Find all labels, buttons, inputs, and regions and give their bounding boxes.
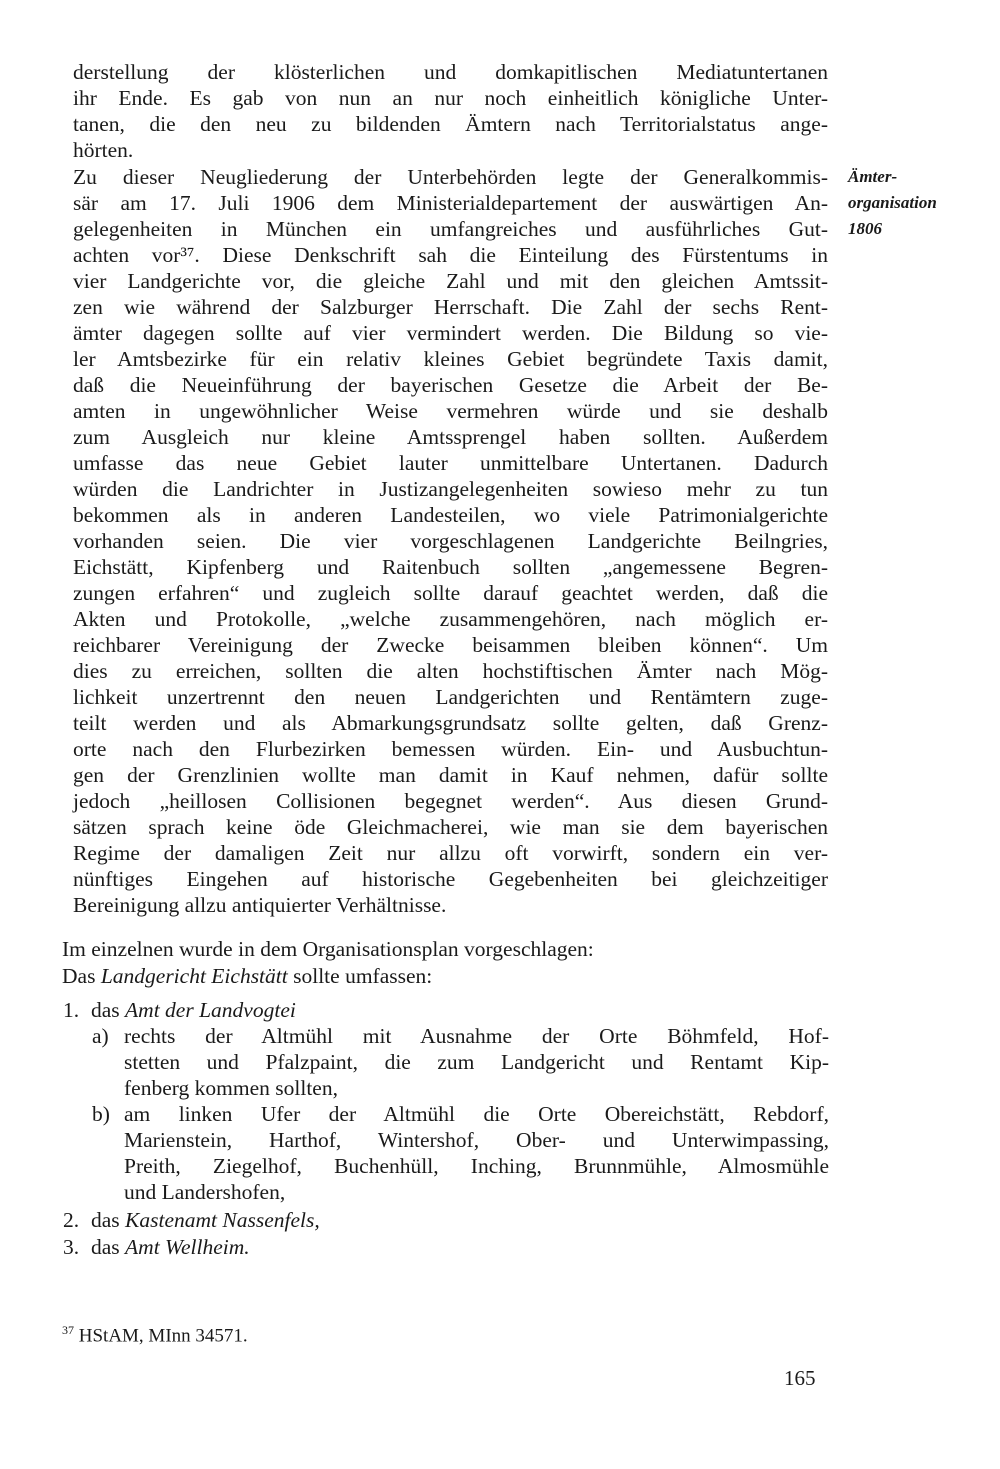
body-line: lichkeit unzertrennt den neuen Landgerichten und Rentämtern zuge- — [73, 685, 828, 709]
list-number: 1. — [63, 998, 80, 1022]
body-line: vorhanden seien. Die vier vorgeschlagenen Landgerichte Beilngries, — [73, 529, 828, 553]
list-emph: Kastenamt Nassenfels, — [125, 1208, 320, 1232]
body-line: orte nach den Flurbezirken bemessen würden. Ein- und Ausbuchtun- — [73, 737, 828, 761]
body-line: sätzen sprach keine öde Gleichmacherei, wie man sie dem bayerischen — [73, 815, 828, 839]
landgericht-name: Landgericht Eichstätt — [100, 964, 288, 988]
sub-label: a) — [92, 1024, 109, 1048]
intro-line: Im einzelnen wurde in dem Organisationsplan vorgeschlagen: — [62, 937, 594, 961]
sub-line: fenberg kommen sollten, — [124, 1076, 338, 1100]
list-emph: Amt Wellheim. — [125, 1235, 250, 1259]
body-line: zungen erfahren“ und zugleich sollte darauf geachtet werden, daß die — [73, 581, 828, 605]
body-line: reichbarer Vereinigung der Zwecke beisammen bleiben können“. Um — [73, 633, 828, 657]
sub-label: b) — [92, 1102, 110, 1126]
list-emph: Amt der Landvogtei — [125, 998, 296, 1022]
body-line: zum Ausgleich nur kleine Amtssprengel haben sollten. Außerdem — [73, 425, 828, 449]
body-line: Eichstätt, Kipfenberg und Raitenbuch sollten „angemessene Begren- — [73, 555, 828, 579]
list-prefix: das — [91, 1208, 126, 1232]
body-line: umfasse das neue Gebiet lauter unmittelbare Untertanen. Dadurch — [73, 451, 828, 475]
body-line: dies zu erreichen, sollten die alten hochstiftischen Ämter nach Mög- — [73, 659, 828, 683]
list-text — [91, 997, 296, 1023]
body-line: daß die Neueinführung der bayerischen Gesetze die Arbeit der Be- — [73, 373, 828, 397]
sub-line: rechts der Altmühl mit Ausnahme der Orte Böhmfeld, Hof- — [124, 1024, 829, 1048]
page-number: 165 — [784, 1366, 816, 1390]
list-text — [91, 1234, 250, 1260]
body-line: Regime der damaligen Zeit nur allzu oft vorwirft, sondern ein ver- — [73, 841, 828, 865]
body-line: ämter dagegen sollte auf vier vermindert werden. Die Bildung so vie- — [73, 321, 828, 345]
body-line: zen wie während der Salzburger Herrschaft. Die Zahl der sechs Rent- — [73, 295, 828, 319]
body-line: Zu dieser Neugliederung der Unterbehörden legte der Generalkommis- — [73, 165, 828, 189]
body-line: nünftiges Eingehen auf historische Gegebenheiten bei gleichzeitiger — [73, 867, 828, 891]
body-line: gen der Grenzlinien wollte man damit in Kauf nehmen, dafür sollte — [73, 763, 828, 787]
body-line: achten vor³⁷. Diese Denkschrift sah die Einteilung des Fürstentums in — [73, 243, 828, 267]
sub-line: Preith, Ziegelhof, Buchenhüll, Inching, Brunnmühle, Almosmühle — [124, 1154, 829, 1178]
body-line: Bereinigung allzu antiquierter Verhältnisse. — [73, 893, 447, 917]
margin-note-line: organisation — [848, 193, 937, 212]
footnote-text: HStAM, MInn 34571. — [78, 1325, 248, 1347]
margin-note-line: 1806 — [848, 219, 882, 238]
body-line: ihr Ende. Es gab von nun an nur noch einheitlich königliche Unter- — [73, 86, 828, 110]
list-prefix: das — [91, 998, 126, 1022]
list-number: 2. — [63, 1208, 80, 1232]
body-line: bekommen als in anderen Landesteilen, wo viele Patrimonialgerichte — [73, 503, 828, 527]
sub-line: und Landershofen, — [124, 1180, 286, 1204]
footnote — [62, 1318, 248, 1348]
body-line: jedoch „heillosen Collisionen begegnet werden“. Aus diesen Grund- — [73, 789, 828, 813]
body-line: ler Amtsbezirke für ein relativ kleines Gebiet begründete Taxis damit, — [73, 347, 828, 371]
sub-line: Marienstein, Harthof, Wintershof, Ober- und Unterwimpassing, — [124, 1128, 829, 1152]
margin-note-line: Ämter- — [848, 167, 898, 186]
body-line: vier Landgerichte vor, die gleiche Zahl und mit den gleichen Amtssit- — [73, 269, 828, 293]
body-line: Akten und Protokolle, „welche zusammengehören, nach möglich er- — [73, 607, 828, 631]
body-line: teilt werden und als Abmarkungsgrundsatz sollte gelten, daß Grenz- — [73, 711, 828, 735]
sub-line: stetten und Pfalzpaint, die zum Landgericht und Rentamt Kip- — [124, 1050, 829, 1074]
list-number: 3. — [63, 1235, 80, 1259]
landgericht-line — [62, 963, 432, 989]
list-text — [91, 1207, 320, 1233]
body-line: tanen, die den neu zu bildenden Ämtern nach Territorialstatus ange- — [73, 112, 828, 136]
sub-line: am linken Ufer der Altmühl die Orte Obereichstätt, Rebdorf, — [124, 1102, 829, 1126]
landgericht-suffix: sollte umfassen: — [287, 964, 433, 988]
body-line: sär am 17. Juli 1906 dem Ministerialdepartement der auswärtigen An- — [73, 191, 828, 215]
list-prefix: das — [91, 1235, 126, 1259]
body-line: gelegenheiten in München ein umfangreiches und ausführliches Gut- — [73, 217, 828, 241]
body-line: amten in ungewöhnlicher Weise vermehren würde und sie deshalb — [73, 399, 828, 423]
landgericht-prefix: Das — [62, 964, 101, 988]
body-line: würden die Landrichter in Justizangelegenheiten sowieso mehr zu tun — [73, 477, 828, 501]
body-line: hörten. — [73, 138, 134, 162]
body-line: derstellung der klösterlichen und domkapitlischen Mediatuntertanen — [73, 60, 828, 84]
footnote-mark: 37 — [62, 1323, 74, 1337]
